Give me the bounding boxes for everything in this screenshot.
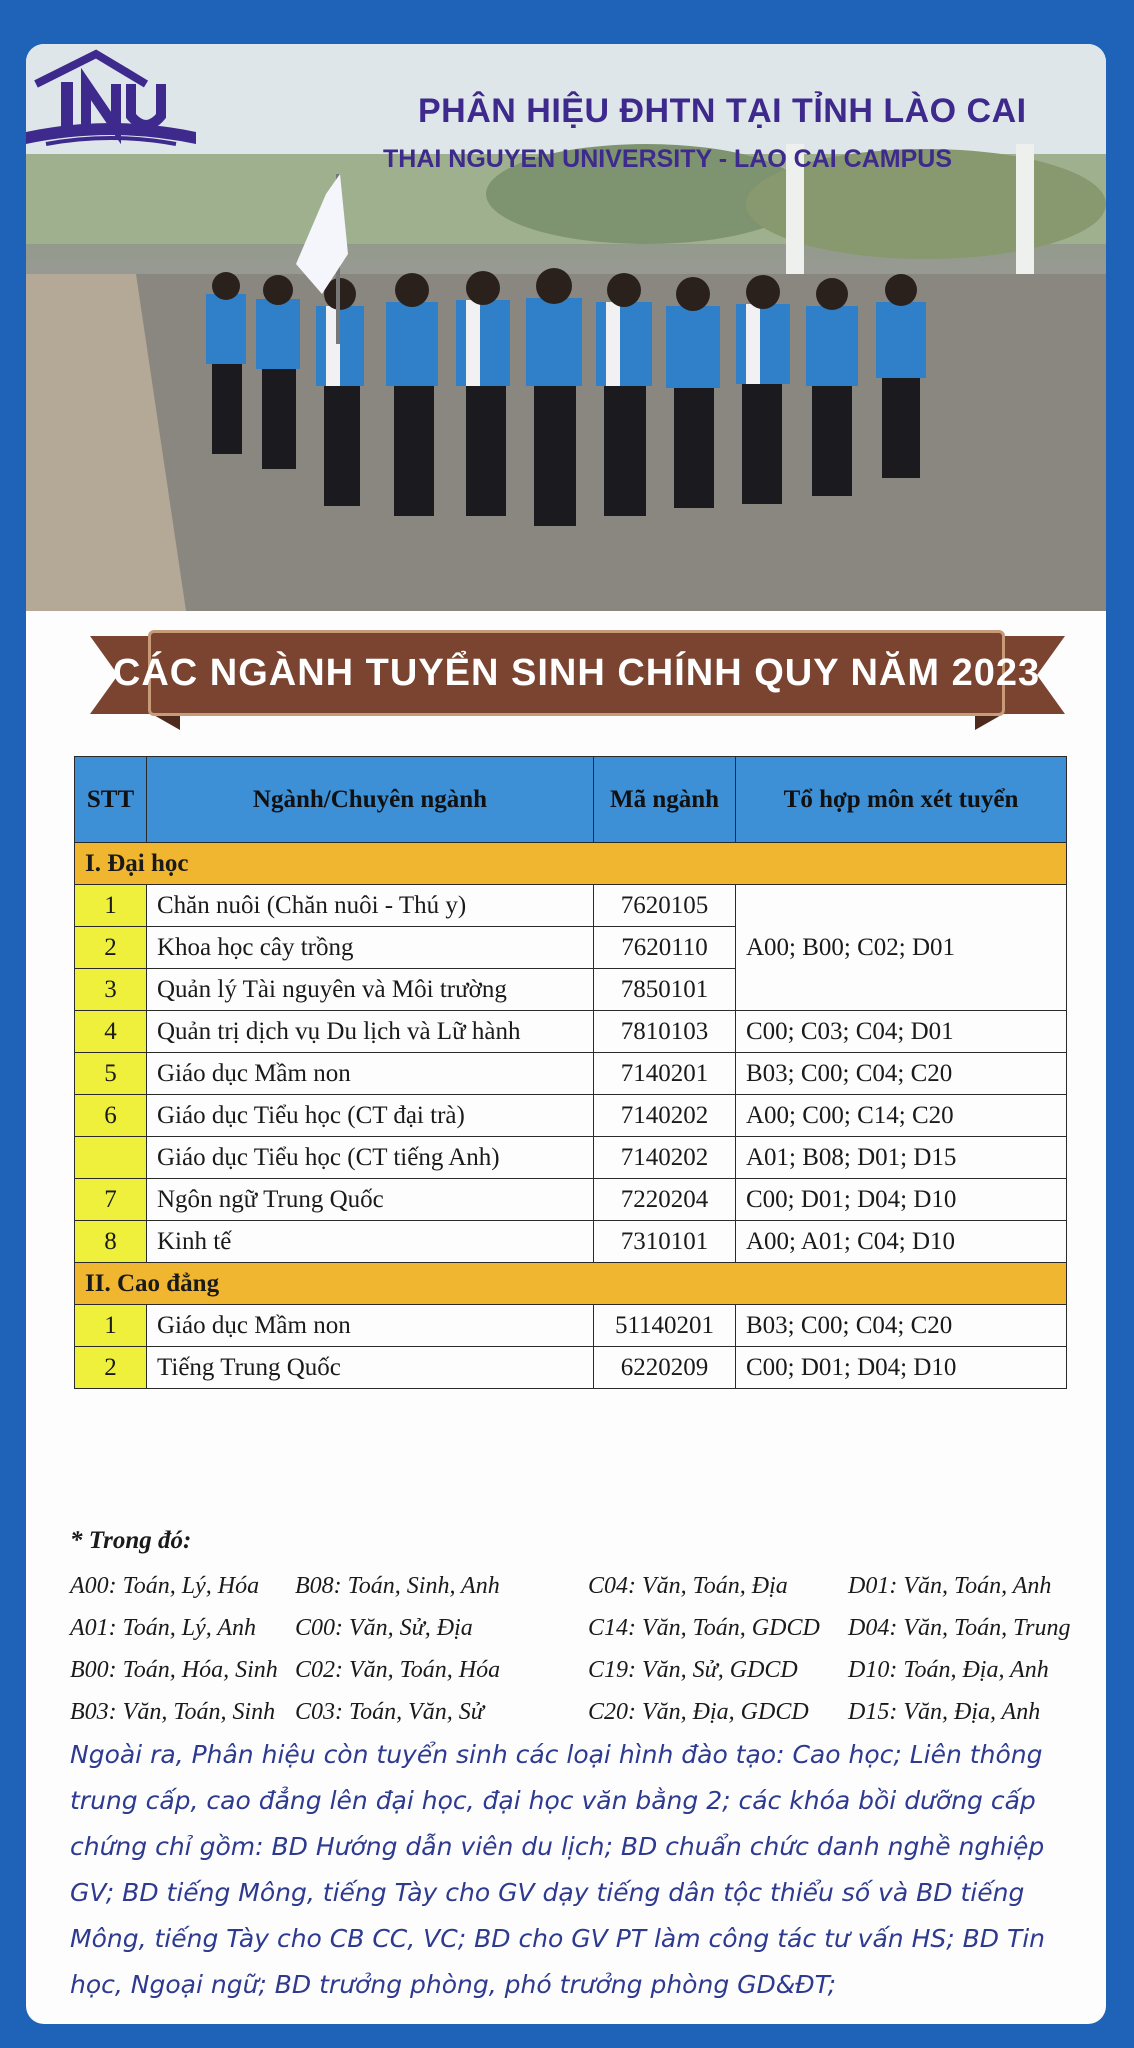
legend-item: C00: Văn, Sử, Địa: [295, 1615, 473, 1641]
row-name: Giáo dục Mầm non: [147, 1305, 594, 1347]
row-combo: B03; C00; C04; C20: [736, 1053, 1067, 1095]
row-code: 7220204: [594, 1179, 736, 1221]
row-stt: 1: [75, 1305, 147, 1347]
row-code: 51140201: [594, 1305, 736, 1347]
row-stt: [75, 1137, 147, 1179]
row-stt: 5: [75, 1053, 147, 1095]
subject-legend: [70, 1527, 1070, 1731]
legend-item: C02: Văn, Toán, Hóa: [295, 1657, 501, 1683]
row-name: Kinh tế: [147, 1221, 594, 1263]
table-row: [75, 1347, 1067, 1389]
table-row: [75, 1179, 1067, 1221]
row-stt: 8: [75, 1221, 147, 1263]
legend-col-3: [588, 1565, 820, 1733]
brochure-card: [26, 44, 1106, 2024]
row-combo: A00; A01; C04; D10: [736, 1221, 1067, 1263]
students-running-photo: [26, 44, 1106, 611]
legend-item: B08: Toán, Sinh, Anh: [295, 1573, 500, 1599]
legend-item: C20: Văn, Địa, GDCD: [588, 1699, 809, 1725]
row-name: Quản trị dịch vụ Du lịch và Lữ hành: [147, 1011, 594, 1053]
header-stt: STT: [75, 757, 147, 843]
programs-table: [74, 756, 1067, 1389]
legend-title: * Trong đó:: [70, 1527, 192, 1554]
row-combo: C00; D01; D04; D10: [736, 1179, 1067, 1221]
row-code: 7140202: [594, 1095, 736, 1137]
legend-item: C03: Toán, Văn, Sử: [295, 1699, 484, 1725]
section-banner: [90, 622, 1065, 732]
banner-box: [112, 630, 1041, 716]
table-row: [75, 1137, 1067, 1179]
row-name: Giáo dục Mầm non: [147, 1053, 594, 1095]
legend-item: D10: Toán, Địa, Anh: [848, 1657, 1049, 1683]
row-stt: 2: [75, 927, 147, 969]
table-row: [75, 1095, 1067, 1137]
additional-programs-text: Ngoài ra, Phân hiệu còn tuyển sinh các loại hình đào tạo: Cao học; Liên thông trung cấp, cao đẳng lên đại học, đại học văn bằng 2; các khóa bồi dưỡng cấp chứng chỉ gồm: BD Hướng dẫn viên du lịch; BD chuẩn chức danh nghề nghiệp GV; BD tiếng Mông, tiếng Tày cho GV dạy tiếng dân tộc thiểu số và BD tiếng Mông, tiếng Tày cho CB CC, VC; BD cho GV PT làm công tác tư vấn HS; BD Tin học, Ngoại ngữ; BD trưởng phòng, phó trưởng phòng GD&ĐT;: [70, 1740, 1046, 1999]
legend-item: C04: Văn, Toán, Địa: [588, 1573, 788, 1599]
section-label: II. Cao đẳng: [75, 1263, 1067, 1305]
row-name: Quản lý Tài nguyên và Môi trường: [147, 969, 594, 1011]
row-stt: 1: [75, 885, 147, 927]
row-name: Ngôn ngữ Trung Quốc: [147, 1179, 594, 1221]
banner-title: CÁC NGÀNH TUYỂN SINH CHÍNH QUY NĂM 2023: [112, 651, 1041, 694]
row-stt: 4: [75, 1011, 147, 1053]
row-code: 7620105: [594, 885, 736, 927]
row-name: Khoa học cây trồng: [147, 927, 594, 969]
row-stt: 6: [75, 1095, 147, 1137]
legend-col-2: [295, 1565, 500, 1733]
row-combo: C00; D01; D04; D10: [736, 1347, 1067, 1389]
legend-item: C14: Văn, Toán, GDCD: [588, 1615, 820, 1641]
section-label: I. Đại học: [75, 843, 1067, 885]
tnu-logo-icon: [26, 44, 196, 152]
legend-item: B03: Văn, Toán, Sinh: [70, 1699, 276, 1725]
section-row-university: [75, 843, 1067, 885]
row-code: 7140202: [594, 1137, 736, 1179]
table-row: [75, 1221, 1067, 1263]
header-combo: Tổ hợp môn xét tuyển: [736, 757, 1067, 843]
legend-item: B00: Toán, Hóa, Sinh: [70, 1657, 278, 1683]
header-code: Mã ngành: [594, 757, 736, 843]
table-row: [75, 1011, 1067, 1053]
row-code: 7140201: [594, 1053, 736, 1095]
legend-item: C19: Văn, Sử, GDCD: [588, 1657, 798, 1683]
legend-item: A00: Toán, Lý, Hóa: [70, 1573, 260, 1599]
campus-title: PHÂN HIỆU ĐHTN TẠI TỈNH LÀO CAI: [418, 92, 1027, 130]
header-name: Ngành/Chuyên ngành: [147, 757, 594, 843]
row-stt: 2: [75, 1347, 147, 1389]
legend-item: D01: Văn, Toán, Anh: [848, 1573, 1052, 1599]
row-name: Giáo dục Tiểu học (CT tiếng Anh): [147, 1137, 594, 1179]
legend-grid: [70, 1561, 1070, 1731]
legend-item: D04: Văn, Toán, Trung: [848, 1615, 1071, 1641]
row-code: 6220209: [594, 1347, 736, 1389]
row-code: 7850101: [594, 969, 736, 1011]
row-code: 7810103: [594, 1011, 736, 1053]
table-row: [75, 1305, 1067, 1347]
row-combo: B03; C00; C04; C20: [736, 1305, 1067, 1347]
row-combo: C00; C03; C04; D01: [736, 1011, 1067, 1053]
row-name: Chăn nuôi (Chăn nuôi - Thú y): [147, 885, 594, 927]
campus-subtitle: THAI NGUYEN UNIVERSITY - LAO CAI CAMPUS: [383, 145, 953, 173]
row-combo: A00; B00; C02; D01: [736, 885, 1067, 1011]
row-stt: 7: [75, 1179, 147, 1221]
row-stt: 3: [75, 969, 147, 1011]
table-row: [75, 885, 1067, 927]
legend-item: D15: Văn, Địa, Anh: [848, 1699, 1041, 1725]
legend-col-4: [848, 1565, 1071, 1733]
legend-col-1: [70, 1565, 278, 1733]
section-row-college: [75, 1263, 1067, 1305]
table-header-row: [75, 757, 1067, 843]
row-name: Tiếng Trung Quốc: [147, 1347, 594, 1389]
row-name: Giáo dục Tiểu học (CT đại trà): [147, 1095, 594, 1137]
legend-item: A01: Toán, Lý, Anh: [70, 1615, 257, 1641]
row-combo: A01; B08; D01; D15: [736, 1137, 1067, 1179]
row-code: 7620110: [594, 927, 736, 969]
table-row: [75, 1053, 1067, 1095]
row-code: 7310101: [594, 1221, 736, 1263]
row-combo: A00; C00; C14; C20: [736, 1095, 1067, 1137]
